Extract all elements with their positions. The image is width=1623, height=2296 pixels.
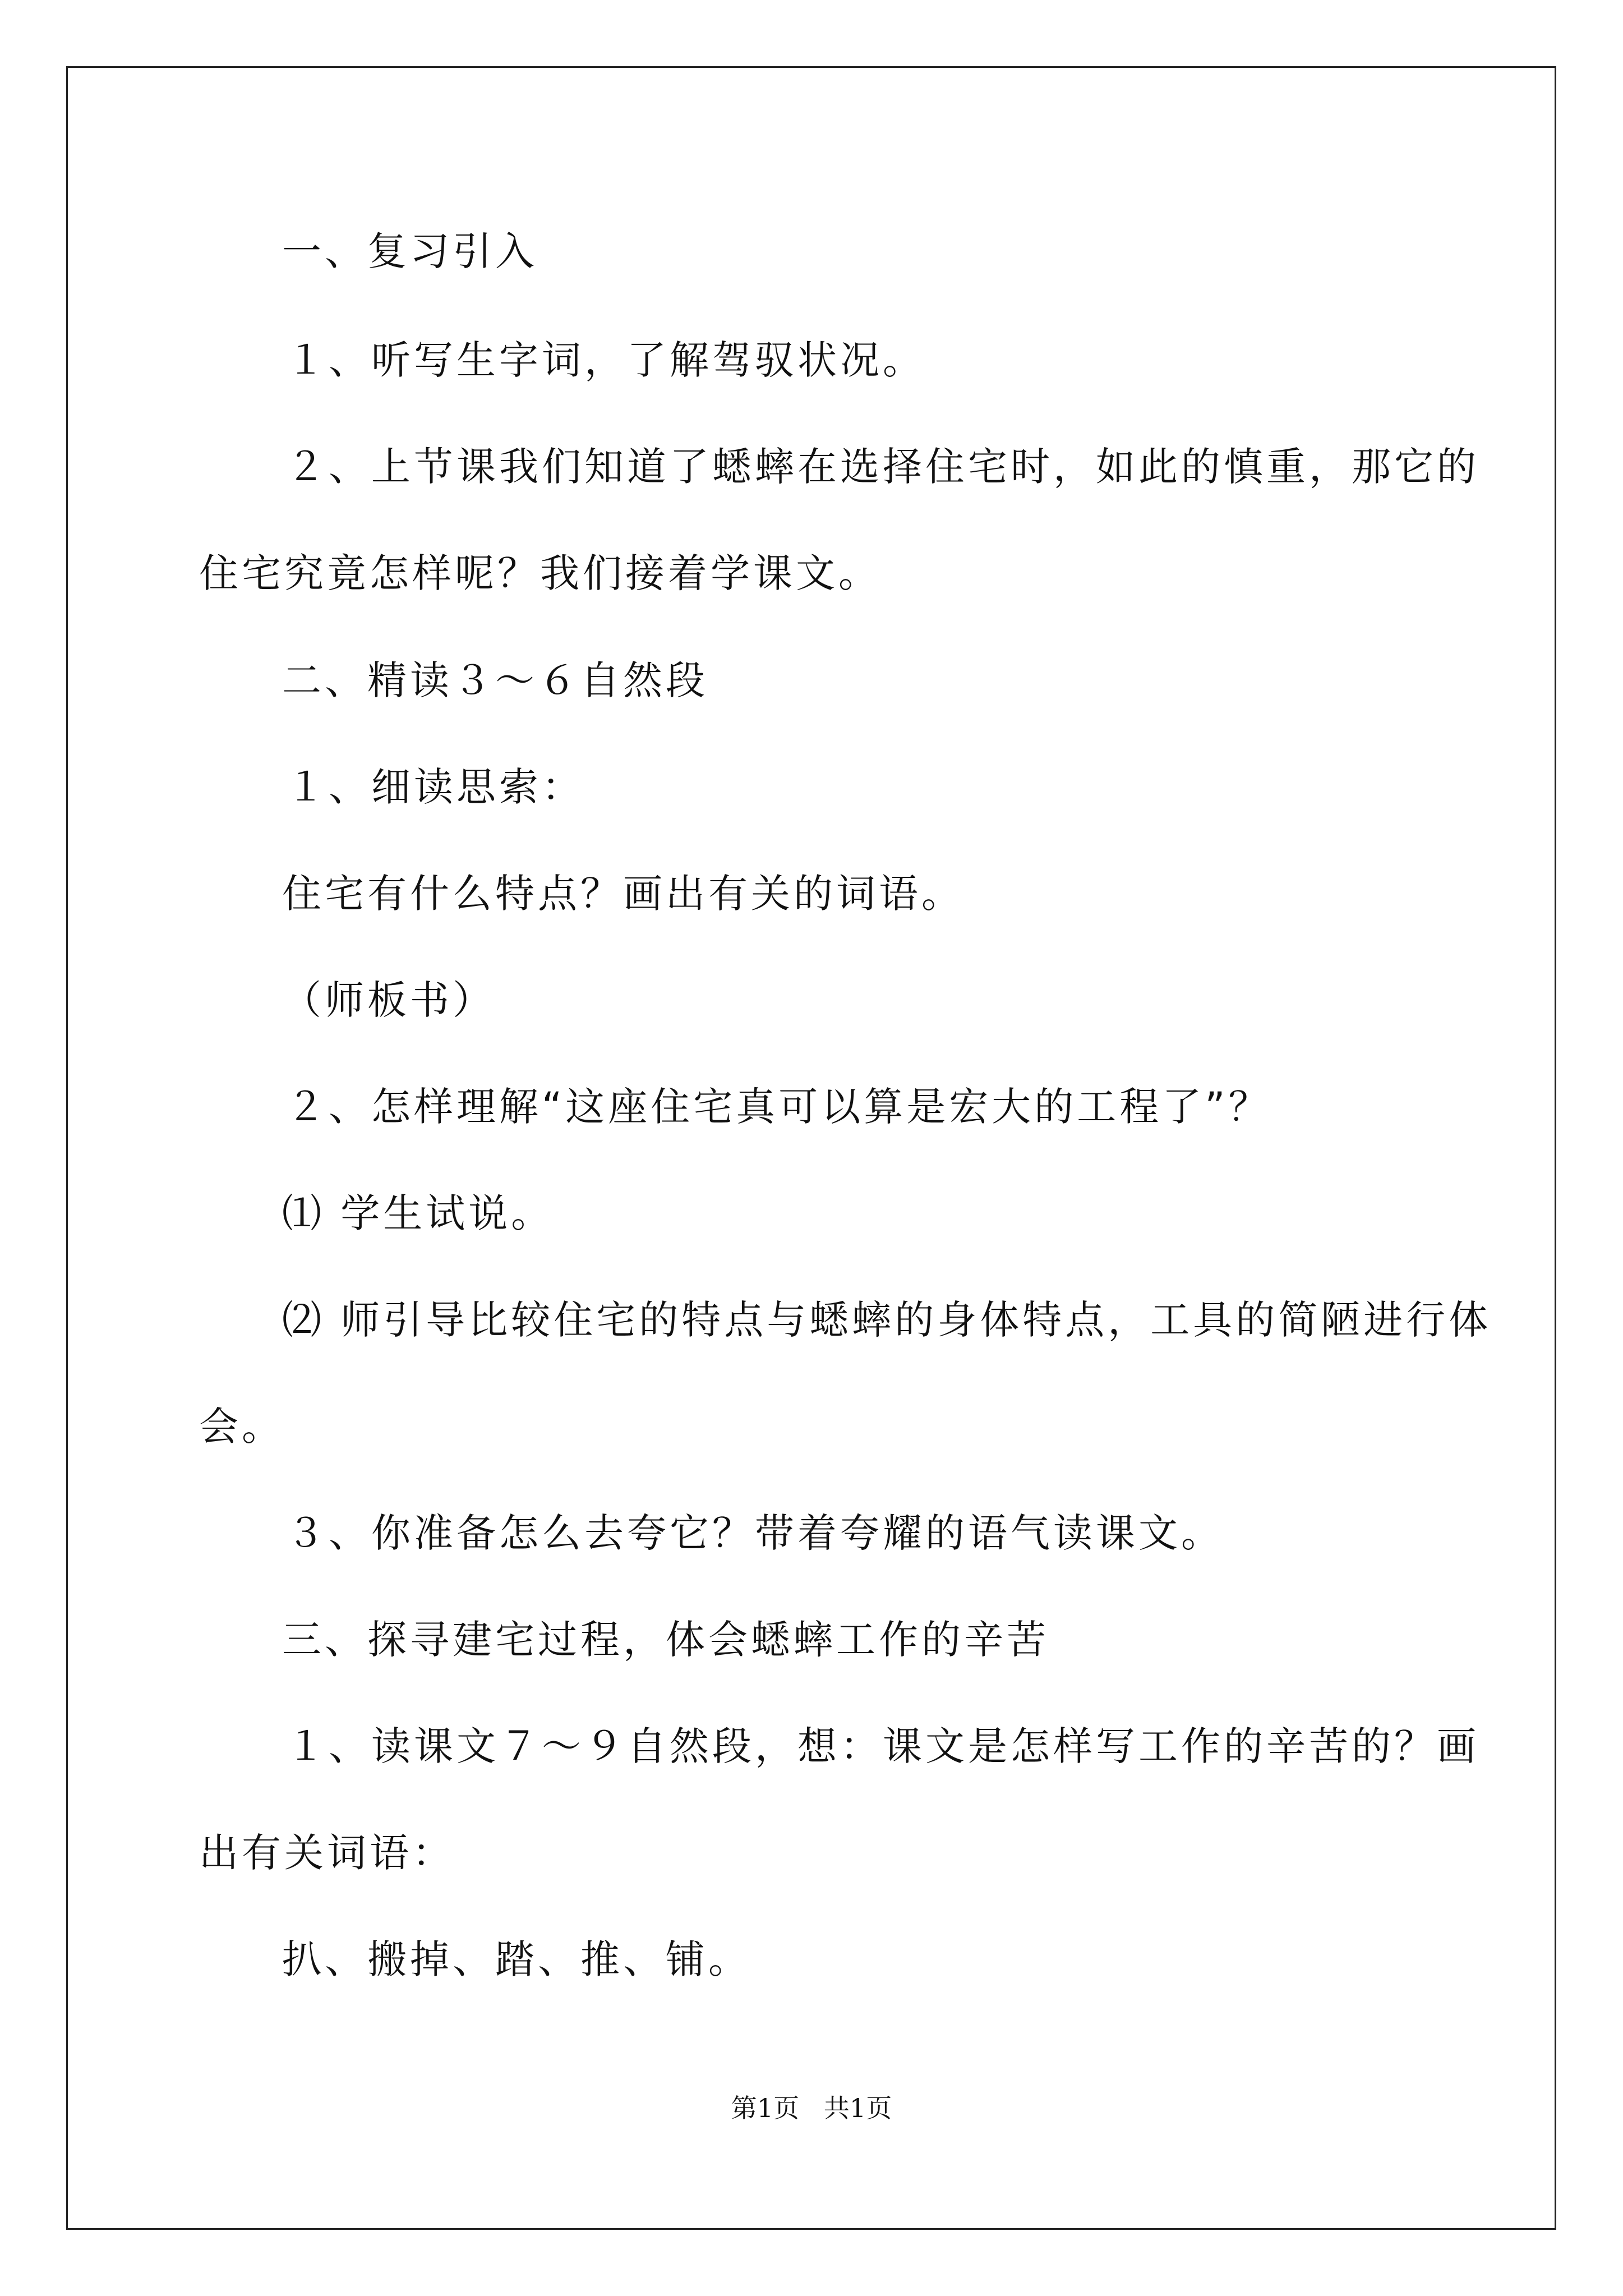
paragraph-4: 住宅有什么特点？画出有关的词语。 — [282, 871, 964, 917]
paragraph-2-line-2: 住宅究竟怎样呢？我们接着学课文。 — [199, 550, 881, 596]
paragraph-10-line-2: 出有关词语： — [199, 1830, 455, 1876]
paragraph-2-line-1: ２、上节课我们知道了蟋蟀在选择住宅时，如此的慎重，那它的 — [286, 444, 1479, 490]
section-heading-3: 三、探寻建宅过程，体会蟋蟀工作的辛苦 — [282, 1617, 1049, 1663]
paragraph-11: 扒、搬掉、踏、推、铺。 — [282, 1936, 751, 1982]
page-footer: 第1页 共1页 — [731, 2093, 892, 2123]
paragraph-8-line-1: ⑵ 师引导比较住宅的特点与蟋蟀的身体特点，工具的简陋进行体 — [282, 1297, 1492, 1343]
paragraph-1: １、听写生字词，了解驾驭状况。 — [286, 337, 925, 383]
page-border — [66, 66, 1556, 2230]
paragraph-9: ３、你准备怎么去夸它？带着夸耀的语气读课文。 — [286, 1510, 1224, 1556]
paragraph-6: ２、怎样理解“这座住宅真可以算是宏大的工程了”？ — [286, 1084, 1271, 1130]
paragraph-10-line-1: １、读课文７～９自然段，想：课文是怎样写工作的辛苦的？画 — [286, 1723, 1479, 1769]
paragraph-5: （师板书） — [282, 977, 495, 1023]
section-heading-1: 一、复习引入 — [282, 228, 538, 274]
paragraph-7: ⑴ 学生试说。 — [282, 1190, 554, 1236]
section-heading-2: 二、精读３～６自然段 — [282, 657, 708, 703]
paragraph-3: １、细读思索： — [286, 764, 584, 810]
paragraph-8-line-2: 会。 — [199, 1404, 284, 1450]
